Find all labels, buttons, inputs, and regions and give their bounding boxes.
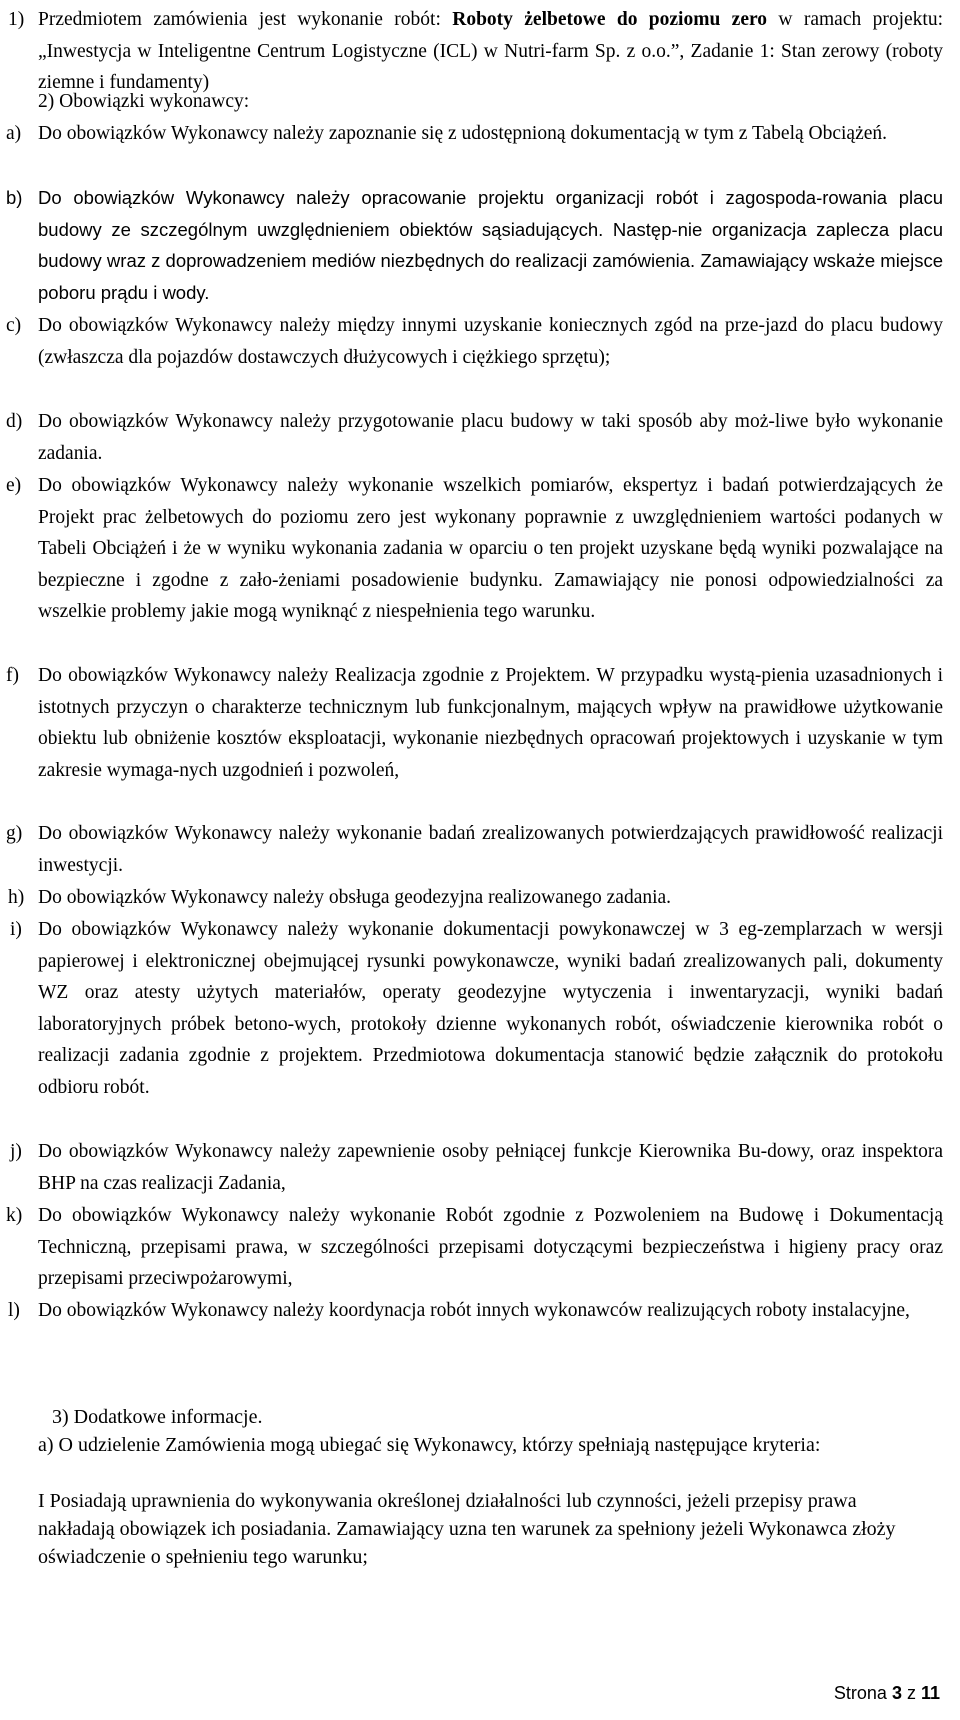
subject-title: Roboty żelbetowe do poziomu zero (452, 9, 768, 30)
list-item-i: i) Do obowiązków Wykonawcy należy wykonanie dokumentacji powykonawczej w 3 eg-zemplarzach w wersji papierowej i elektronicznej obejmującej rysunki powykonawcze, wyniki badań zrealizowanych pali, dokumenty WZ oraz atesty użytych materiałów, operaty geodezyjne wytyczenia i inwentaryzacji, wyniki badań laboratoryjnych próbek betono-wych, protokoły dzienne wykonanych robót, oświadczenie kierownika robót o realizacji zadania zgodnie z projektem. Przedmiotowa dokumentacja stanowić będzie załącznik do protokołu odbioru robót. (10, 919, 943, 1098)
list-item-h: h) Do obowiązków Wykonawcy należy obsługa geodezyjna realizowanego zadania. (8, 887, 672, 908)
list-item-e: e) Do obowiązków Wykonawcy należy wykonanie wszelkich pomiarów, ekspertyz i badań potwierdzających że Projekt prac żelbetowych do poziomu zero jest wykonany poprawnie z uwzględnieniem wartości podanych w Tabeli Obciążeń i że w wyniku wykonania zadania w oparciu o ten projekt uzyskane będą wyniki pozwalające na bezpieczne i zgodne z zało-żeniami posadowienie budynku. Zamawiający nie ponosi odpowiedzialności za wszelkie problemy jakie mogą wyniknąć z niespełnienia tego warunku. (6, 475, 943, 623)
list-item-d: d) Do obowiązków Wykonawcy należy przygotowanie placu budowy w taki sposób aby moż-liwe było wykonanie zadania. (6, 411, 943, 464)
section-2-heading: 2) Obowiązki wykonawcy: (38, 91, 250, 112)
section-1-number: 1) (8, 9, 25, 30)
section-1 (8, 4, 943, 99)
list-item-c: c) Do obowiązków Wykonawcy należy między innymi uzyskanie koniecznych zgód na prze-jazd do placu budowy (zwłaszcza dla pojazdów dostawczych dłużycowych i ciężkiego sprzętu); (6, 315, 943, 368)
list-item-b: b) Do obowiązków Wykonawcy należy opracowanie projektu organizacji robót i zagospoda-rowania placu budowy ze szczególnym uwzględnieniem obiektów sąsiadujących. Następ-nie organizacja zaplecza placu budowy wraz z doprowadzeniem mediów niezbędnych do realizacji zamówienia. Zamawiający wskaże miejsce poboru prądu i wody. (6, 187, 943, 303)
list-item-a: a) Do obowiązków Wykonawcy należy zapoznanie się z udostępnioną dokumentacją w tym z Tabelą Obciążeń. (6, 123, 888, 144)
section-3-criteria: a) O udzielenie Zamówienia mogą ubiegać się Wykonawcy, którzy spełniają następujące kryteria: (38, 1434, 821, 1456)
page-number: Strona 3 z 11 (833, 1683, 940, 1703)
list-item-g: g) Do obowiązków Wykonawcy należy wykonanie badań zrealizowanych potwierdzających prawidłowość realizacji inwestycji. (6, 823, 943, 876)
section-1-text: Przedmiotem zamówienia jest wykonanie robót: Roboty żelbetowe do poziomu zero w ramach projektu: „Inwestycja w Inteligentne Centrum Logistyczne (ICL) w Nutri-farm Sp. z o.o.”, Zadanie 1: Stan zerowy (roboty ziemne i fundamenty) (38, 9, 944, 94)
list-item-f: f) Do obowiązków Wykonawcy należy Realizacja zgodnie z Projektem. W przypadku wystą-pienia uzasadnionych i istotnych przyczyn o charakterze technicznym lub funkcjonalnym, mających wpływ na prawidłowe użytkowanie obiektu lub obniżenie kosztów eksploatacji, wykonanie niezbędnych opracowań projektowych i uzyskanie w tym zakresie wymaga-nych uzgodnień i pozwoleń, (6, 665, 943, 781)
list-item-l: l) Do obowiązków Wykonawcy należy koordynacja robót innych wykonawców realizujących roboty instalacyjne, (8, 1300, 910, 1321)
list-item-j: j) Do obowiązków Wykonawcy należy zapewnienie osoby pełniącej funkcje Kierownika Bu-dowy, oraz inspektora BHP na czas realizacji Zadania, (10, 1141, 943, 1194)
section-3-heading: 3) Dodatkowe informacje. (52, 1406, 263, 1428)
list-item-k: k) Do obowiązków Wykonawcy należy wykonanie Robót zgodnie z Pozwoleniem na Budowę i Dokumentacją Techniczną, przepisami prawa, w szczególności przepisami dotyczącymi bezpieczeństwa i higieny pracy oraz przepisami przeciwpożarowymi, (6, 1205, 943, 1290)
section-3-requirement: I Posiadają uprawnienia do wykonywania określonej działalności lub czynności, jeżeli przepisy prawa nakładają obowiązek ich posiadania. Zamawiający uzna ten warunek za spełniony jeżeli Wykonawca złoży oświadczenie o spełnieniu tego warunku; (38, 1490, 896, 1568)
